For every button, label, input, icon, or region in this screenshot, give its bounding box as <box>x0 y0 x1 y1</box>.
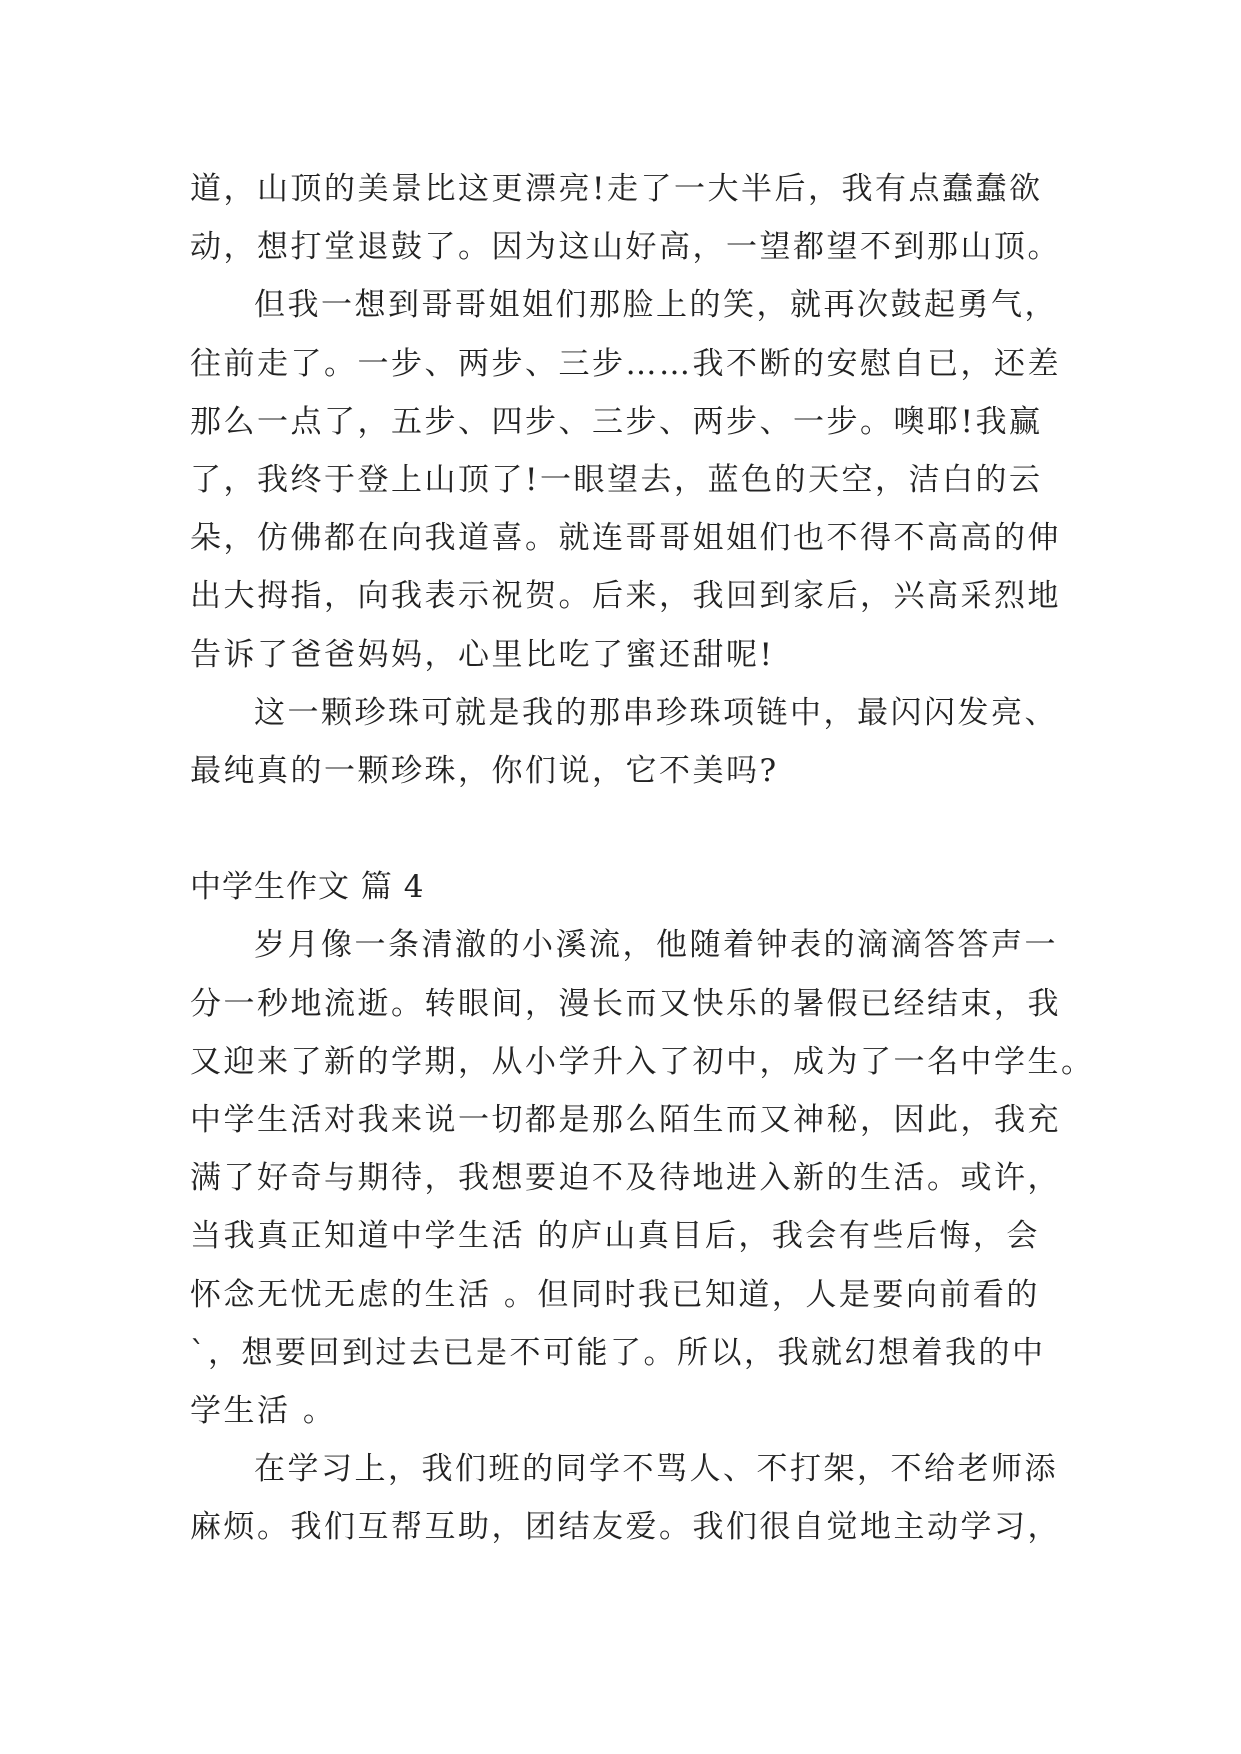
text-line: 岁月像一条清澈的小溪流，他随着钟表的滴滴答答声一 <box>254 927 1058 964</box>
text-line: 道，山顶的美景比这更漂亮!走了一大半后，我有点蠢蠢欲 <box>190 171 1043 207</box>
text-line: 分一秒地流逝。转眼间，漫长而又快乐的暑假已经结束，我 <box>190 985 1061 1022</box>
text-line: 告诉了爸爸妈妈，心里比吃了蜜还甜呢! <box>190 636 775 673</box>
text-line: 动，想打堂退鼓了。因为这山好高，一望都望不到那山顶。 <box>190 229 1061 266</box>
text-line: `，想要回到过去已是不可能了。所以，我就幻想着我的中 <box>190 1334 1046 1371</box>
text-line: 朵，仿佛都在向我道喜。就连哥哥姐姐们也不得不高高的伸 <box>190 520 1061 557</box>
text-line: 怀念无忧无虑的生活 。但同时我已知道，人是要向前看的 <box>190 1276 1040 1313</box>
text-line: 又迎来了新的学期，从小学升入了初中，成为了一名中学生。 <box>190 1043 1095 1080</box>
text-line: 麻烦。我们互帮互助，团结友爱。我们很自觉地主动学习， <box>190 1509 1061 1546</box>
text-line: 那么一点了，五步、四步、三步、两步、一步。噢耶!我赢 <box>190 403 1043 440</box>
paragraph-group-1 <box>190 160 1070 800</box>
text-line: 在学习上，我们班的同学不骂人、不打架，不给老师添 <box>254 1451 1058 1488</box>
section-heading: 中学生作文 篇 4 <box>190 869 425 906</box>
section-spacer <box>190 800 1070 858</box>
text-line: 这一颗珍珠可就是我的那串珍珠项链中，最闪闪发亮、 <box>254 694 1058 731</box>
paragraph-group-2 <box>190 916 1095 1556</box>
text-line: 最纯真的一颗珍珠，你们说，它不美吗? <box>190 752 779 789</box>
text-line: 但我一想到哥哥姐姐们那脸上的笑，就再次鼓起勇气， <box>254 287 1058 324</box>
text-line: 往前走了。一步、两步、三步……我不断的安慰自已，还差 <box>190 345 1061 382</box>
essay-body <box>190 160 1095 1557</box>
text-line: 了，我终于登上山顶了!一眼望去，蓝色的天空，洁白的云 <box>190 461 1043 498</box>
text-line: 满了好奇与期待，我想要迫不及待地进入新的生活。或许， <box>190 1160 1061 1197</box>
text-line: 出大拇指，向我表示祝贺。后来，我回到家后，兴高采烈地 <box>190 578 1061 615</box>
text-line: 中学生活对我来说一切都是那么陌生而又神秘，因此，我充 <box>190 1102 1061 1138</box>
text-line: 当我真正知道中学生活 的庐山真目后，我会有些后悔，会 <box>190 1218 1040 1255</box>
text-line: 学生活 。 <box>190 1392 337 1429</box>
